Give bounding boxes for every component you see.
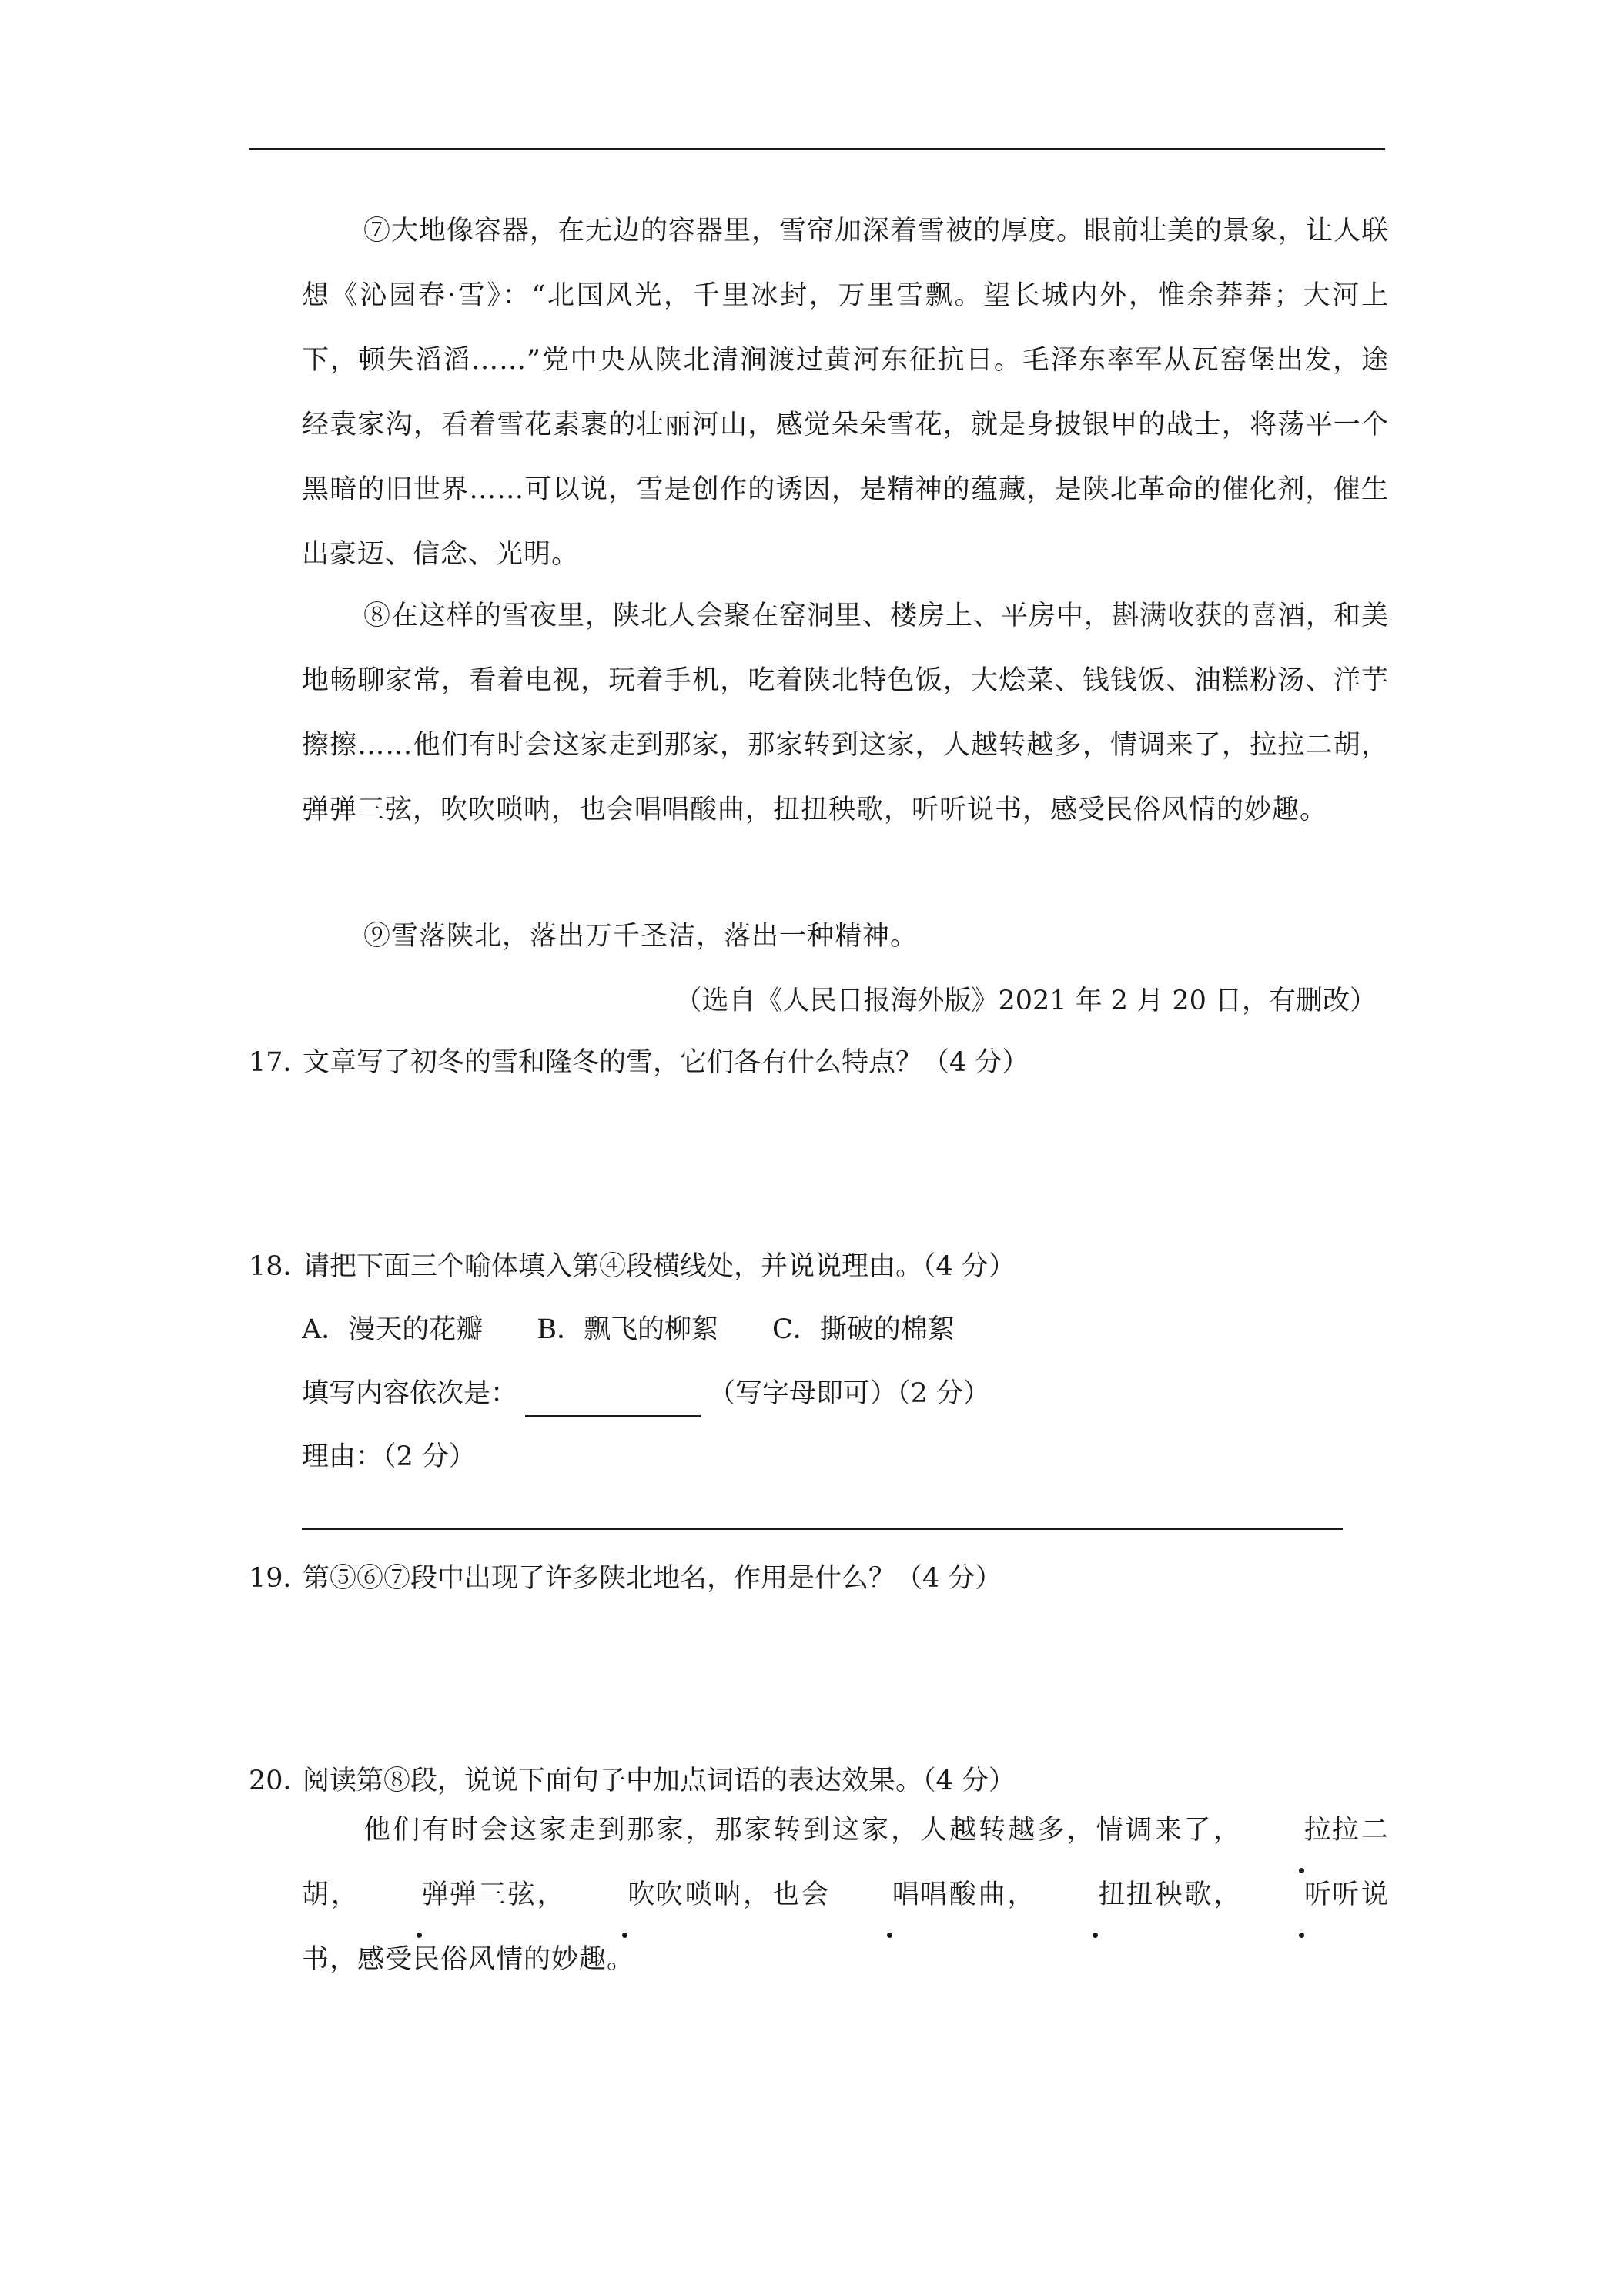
quote-text: 酸曲，	[947, 1879, 1037, 1910]
question-20	[249, 1758, 1016, 1804]
question-18-options	[302, 1307, 1009, 1353]
dotted-word: 听听	[1243, 1863, 1360, 1927]
answer-line[interactable]	[302, 1528, 1343, 1530]
option-b: B．飘飞的柳絮	[537, 1314, 719, 1345]
answer-blank[interactable]	[525, 1384, 701, 1417]
question-18	[249, 1243, 1016, 1290]
question-text: 请把下面三个喻体填入第④段横线处，并说说理由。（4 分）	[303, 1251, 1016, 1282]
quote-text: 秧歌，	[1153, 1879, 1243, 1910]
quoted-sentence	[302, 1798, 1389, 1992]
question-number: 18．	[249, 1251, 310, 1282]
option-c: C．撕破的棉絮	[772, 1314, 955, 1345]
question-19	[249, 1555, 1002, 1602]
dotted-word: 唱唱	[831, 1863, 948, 1927]
quote-text: 他们有时会这家走到那家，那家转到这家，人越转越多，情调来了，	[363, 1815, 1243, 1846]
dotted-word: 拉拉	[1243, 1798, 1360, 1863]
question-18-fill-line	[302, 1371, 990, 1417]
dotted-word: 扭扭	[1036, 1863, 1153, 1927]
fill-prefix: 填写内容依次是：	[302, 1378, 518, 1409]
source-citation: （选自《人民日报海外版》2021 年 2 月 20 日，有删改）	[674, 986, 1377, 1016]
question-number: 19．	[249, 1563, 310, 1594]
option-a: A．漫天的花瓣	[302, 1314, 484, 1345]
quote-text: 说书，感受民俗风情的妙趣。	[302, 1879, 1389, 1975]
quote-text: 三弦，	[477, 1879, 567, 1910]
question-17	[249, 1039, 1029, 1086]
fill-suffix: （写字母即可）（2 分）	[708, 1378, 990, 1409]
paragraph-9: ⑨雪落陕北，落出万千圣洁，落出一种精神。	[363, 921, 919, 952]
dotted-word: 弹弹	[360, 1863, 477, 1927]
quote-text: 唢呐，也会	[683, 1879, 831, 1910]
dotted-word: 吹吹	[566, 1863, 683, 1927]
quote-text: 二胡，	[302, 1815, 1389, 1910]
question-text: 文章写了初冬的雪和隆冬的雪，它们各有什么特点？（4 分）	[303, 1047, 1029, 1078]
header-rule	[249, 148, 1385, 150]
question-text: 第⑤⑥⑦段中出现了许多陕北地名，作用是什么？（4 分）	[303, 1563, 1002, 1594]
paragraph-7: ⑦大地像容器，在无边的容器里，雪帘加深着雪被的厚度。眼前壮美的景象，让人联想《沁园春·雪》：“北国风光，千里冰封，万里雪飘。望长城内外，惟余莽莽；大河上下，顿失滔滔……”党中央从陕北清涧渡过黄河东征抗日。毛泽东率军从瓦窑堡出发，途经袁家沟，看着雪花素裹的壮丽河山，感觉朵朵雪花，就是身披银甲的战士，将荡平一个黑暗的旧世界……可以说，雪是创作的诱因，是精神的蕴藏，是陕北革命的催化剂，催生出豪迈、信念、光明。	[302, 216, 1390, 570]
paragraph-8: ⑧在这样的雪夜里，陕北人会聚在窑洞里、楼房上、平房中，斟满收获的喜酒，和美地畅聊家常，看着电视，玩着手机，吃着陕北特色饭，大烩菜、钱钱饭、油糕粉汤、洋芋擦擦……他们有时会这家走到那家，那家转到这家，人越转越多，情调来了，拉拉二胡，弹弹三弦，吹吹唢呐，也会唱唱酸曲，扭扭秧歌，听听说书，感受民俗风情的妙趣。	[302, 601, 1390, 825]
question-text: 阅读第⑧段，说说下面句子中加点词语的表达效果。（4 分）	[303, 1766, 1016, 1796]
reason-label: 理由：（2 分）	[302, 1441, 476, 1472]
question-number: 17．	[249, 1047, 310, 1078]
question-number: 20．	[249, 1766, 310, 1796]
